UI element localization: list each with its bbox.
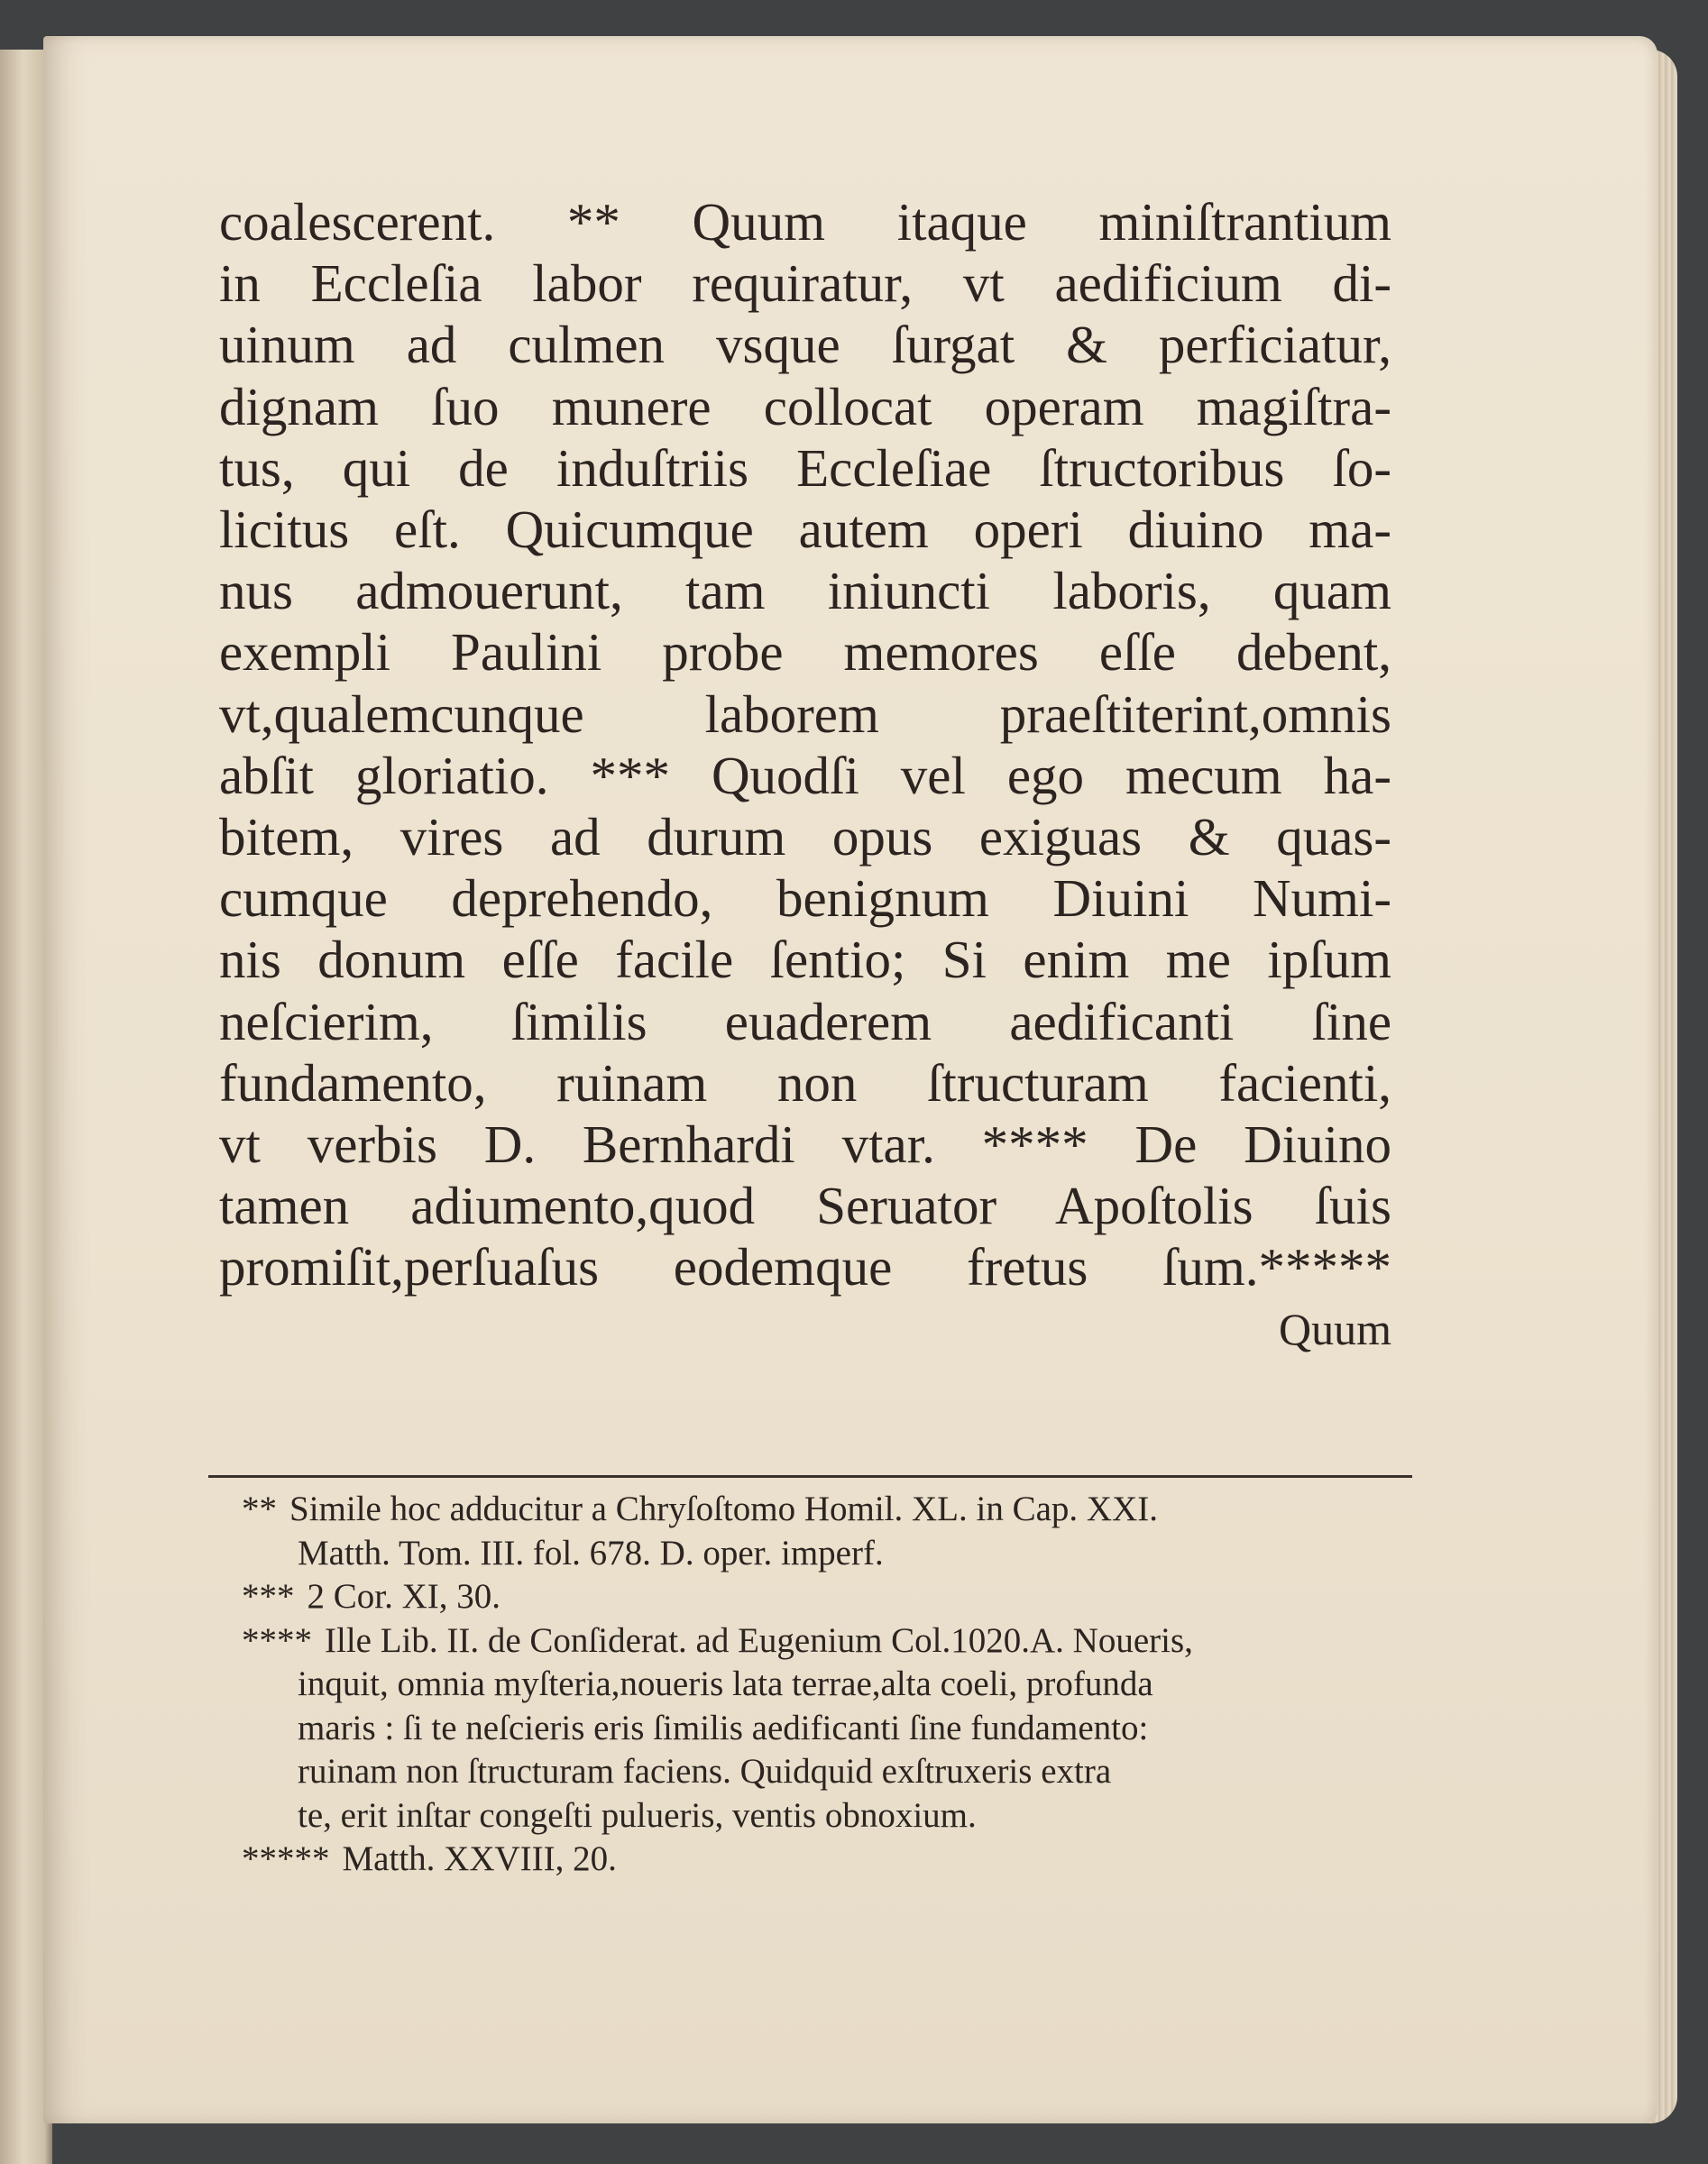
text-line: exempli Paulini probe memores eſſe debent, — [219, 622, 1391, 683]
footnotes-block — [242, 1488, 1378, 1882]
footnote — [242, 1619, 1378, 1838]
main-text-block — [219, 191, 1391, 1360]
footnote-line: Ille Lib. II. de Conſiderat. ad Eugenium Col.1020.A. Noueris, — [325, 1620, 1193, 1660]
text-line: nus admouerunt, tam iniuncti laboris, quam — [219, 561, 1391, 621]
footnote-marker: **** — [242, 1620, 312, 1660]
text-line: fundamento, ruinam non ſtructuram facienti, — [219, 1052, 1391, 1113]
footnote — [242, 1575, 1378, 1619]
footnote-rule — [208, 1475, 1412, 1478]
text-line: tus, qui de induſtriis Eccleſiae ſtructoribus ſo- — [219, 437, 1391, 498]
catchword: Quum — [1279, 1303, 1391, 1354]
text-line: uinum ad culmen vsque ſurgat & perficiatur, — [219, 315, 1391, 375]
footnote-line: te, erit inſtar congeſti pulueris, ventis obnoxium. — [298, 1795, 977, 1835]
text-line: tamen adiumento,quod Seruator Apoſtolis ſuis — [219, 1176, 1391, 1236]
text-line: abſit gloriatio. *** Quodſi vel ego mecum ha- — [219, 745, 1391, 805]
text-line: dignam ſuo munere collocat operam magiſtra- — [219, 376, 1391, 436]
text-line: nis donum eſſe facile ſentio; Si enim me ipſum — [219, 930, 1391, 990]
text-line: vt verbis D. Bernhardi vtar. **** De Diuino — [219, 1114, 1391, 1175]
footnote-line: maris : ſi te neſcieris eris ſimilis aedificanti ſine fundamento: — [298, 1708, 1149, 1747]
text-line: promiſit,perſuaſus eodemque fretus ſum.***** — [219, 1237, 1391, 1297]
footnote-line: Matth. XXVIII, 20. — [342, 1839, 617, 1878]
footnote-line: inquit, omnia myſteria,noueris lata terrae,alta coeli, profunda — [298, 1664, 1153, 1703]
text-line: bitem, vires ad durum opus exiguas & quas- — [219, 807, 1391, 867]
footnote-line: Simile hoc adducitur a Chryſoſtomo Homil. XL. in Cap. XXI. — [289, 1490, 1158, 1528]
text-line: vt,qualemcunque laborem praeſtiterint,omnis — [219, 683, 1391, 744]
book-page — [43, 36, 1657, 2123]
text-line: neſcierim, ſimilis euaderem aedificanti ſine — [219, 991, 1391, 1051]
footnote-marker: *** — [242, 1577, 295, 1616]
footnote-marker: ** — [242, 1490, 277, 1528]
footnote — [242, 1488, 1378, 1575]
text-line: in Eccleſia labor requiratur, vt aedificium di- — [219, 253, 1391, 314]
footnote-line: ruinam non ſtructuram faciens. Quidquid exſtruxeris extra — [298, 1752, 1112, 1791]
footnote-marker: ***** — [242, 1839, 330, 1878]
footnote-line: Matth. Tom. III. fol. 678. D. oper. imperf. — [298, 1533, 884, 1573]
footnote-line: 2 Cor. XI, 30. — [307, 1577, 500, 1616]
text-line: coalescerent. ** Quum itaque miniſtrantium — [219, 192, 1391, 252]
text-line: licitus eſt. Quicumque autem operi diuino ma- — [219, 500, 1391, 560]
footnote — [242, 1838, 1378, 1882]
text-line: cumque deprehendo, benignum Diuini Numi- — [219, 868, 1391, 929]
